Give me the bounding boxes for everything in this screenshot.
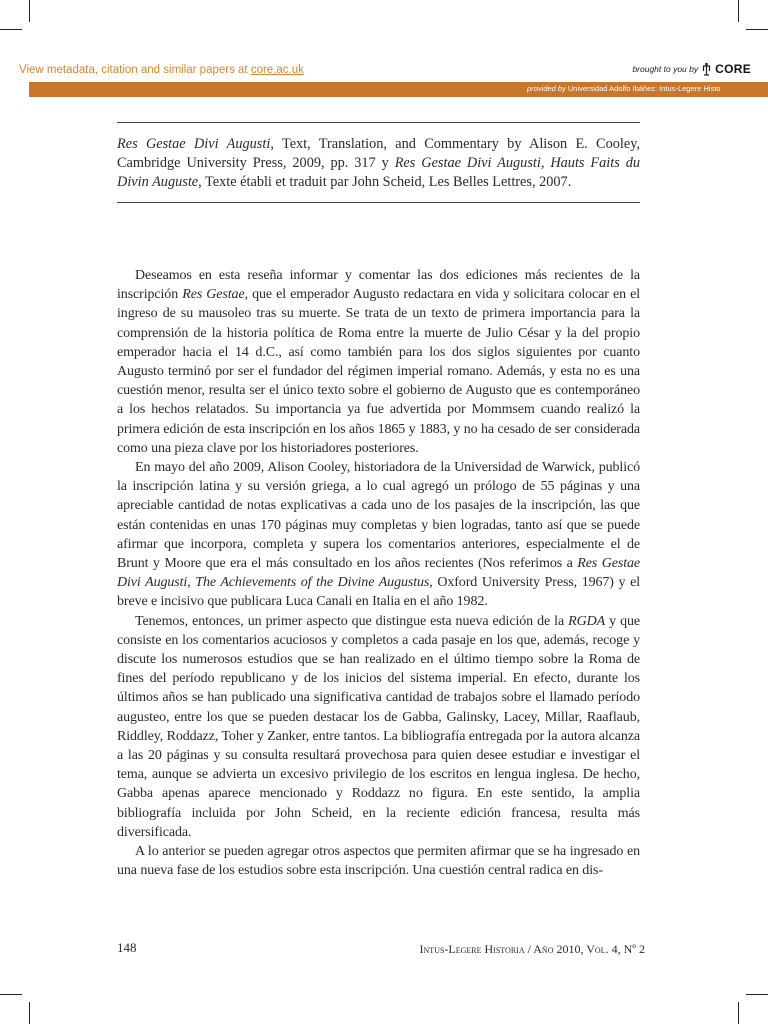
core-logo-icon: [701, 62, 712, 76]
paragraph-text: Deseamos en esta reseña informar y comentar las dos ediciones más recientes de la inscripción: [117, 268, 640, 303]
provided-by-label: provided by: [527, 84, 566, 93]
top-rule: [117, 122, 640, 123]
provider-text[interactable]: [527, 84, 720, 93]
crop-mark: [746, 994, 768, 995]
crop-mark: [738, 1002, 739, 1024]
core-link-prefix: View metadata, citation and similar papers at: [19, 64, 251, 76]
core-link[interactable]: core.ac.uk: [250, 64, 304, 76]
paragraph-text: , que el emperador Augusto redactara en vida y solicitara colocar en el ingreso de su mausoleo tras su muerte. Se trata de un texto de primera importancia para la comprensión de la historia política de Roma entre la muerte de Julio César y la del propio emperador hacia el 14 d.C., así como también para los dos siglos siguientes por cuanto Augusto terminó por ser el fundador del régimen imperial romano. Además, y esta no es una cuestión menor, resulta ser el único texto sobre el gobierno de Augusto que es contemporáneo a los hechos relatados. Su importancia ya fue advertida por Mommsem cuando realizó la primera edición de esta inscripción en los años 1865 y 1883, y no ha cesado de ser considerada como una pieza clave por los historiadores posteriores.: [117, 287, 641, 456]
page-number: 148: [117, 940, 137, 955]
citation-text-2: , Texte établi et traduit par John Scheid, Les Belles Lettres, 2007.: [198, 174, 572, 190]
paragraph-text: , Oxford University Press, 1967) y el breve e incisivo que publicara Luca Canali en Italia en el año 1982.: [117, 575, 640, 610]
paragraph-text: y que consiste en los comentarios acuciosos y completos a cada pasaje en los que, además, recoge y discute los numerosos estudios que se han realizado en el último tiempo sobre la Roma de fines del período republicano y de los inicios del sistema imperial. En efecto, durante los últimos años se han publicado una significativa cantidad de trabajos sobre el llamado período augusteo, entre los que se pueden destacar los de Gabba, Galinsky, Lacey, Millar, Raaflaub, Riddley, Roddazz, Toher y Zanker, entre tantos. La bibliografía entregada por la autora alcanza a las 20 páginas y su consulta resultará provechosa para quien desee estudiar e investigar el tema, aunque se advierta un excesivo privilegio de los escritos en lengua inglesa. De hecho, Gabba apenas aparece mencionado y Roddazz no figura. En este sentido, la amplia bibliografía incluida por John Scheid, en la reciente edición francesa, resulta más diversificada.: [117, 613, 641, 840]
crop-mark: [29, 1002, 30, 1024]
core-logo-text: CORE: [715, 62, 751, 76]
paragraph-italic: Res Gestae Divi Augusti, The Achievements of the Divine Augustus: [117, 556, 640, 591]
brought-by-text: brought to you by: [632, 64, 699, 74]
crop-mark: [29, 0, 30, 22]
citation-title-1: Res Gestae Divi Augusti: [117, 136, 271, 152]
paragraph-text: En mayo del año 2009, Alison Cooley, historiadora de la Universidad de Warwick, publicó la inscripción latina y su versión griega, a lo cual agregó un prólogo de 55 páginas y una apreciable cantidad de notas explicativas a cada uno de los pasajes de la inscripción, las que están contenidas en unas 170 páginas muy completas y bien logradas, tanto así que se puede afirmar que incorpora, completa y supera los comentarios anteriores, especialmente el de Brunt y Moore que era el más consultado en los años recientes (Nos referimos a: [117, 460, 640, 572]
provider-name: Universidad Adolfo Ibáñez: Intus-Legere Histo: [567, 84, 721, 93]
citation-text-1: , Text, Translation, and Commentary by Alison E. Cooley, Cambridge University Press, 2009, pp. 317 y: [117, 136, 641, 171]
paragraph-italic: RGDA: [568, 613, 606, 629]
core-brand[interactable]: [632, 62, 751, 76]
paragraph-3: [117, 612, 640, 842]
crop-mark: [0, 29, 22, 30]
bottom-rule: [117, 202, 640, 203]
core-metadata-link[interactable]: [19, 64, 304, 76]
paragraph-italic: Res Gestae: [182, 287, 245, 303]
citation-title-2: Res Gestae Divi Augusti, Hauts Faits du Divin Auguste: [117, 155, 641, 190]
journal-info: Intus-Legere Historia / Año 2010, Vol. 4, Nº 2: [419, 942, 645, 956]
paragraph-1: [117, 266, 640, 458]
citation: [117, 135, 640, 192]
review-body: [117, 266, 640, 881]
crop-mark: [0, 994, 22, 995]
paragraph-text: Tenemos, entonces, un primer aspecto que distingue esta nueva edición de la: [135, 613, 569, 629]
crop-mark: [738, 0, 739, 22]
paragraph-4: A lo anterior se pueden agregar otros aspectos que permiten afirmar que se ha ingresado en una nueva fase de los estudios sobre esta inscripción. Una cuestión central radica en dis-: [117, 844, 640, 879]
crop-mark: [746, 29, 768, 30]
paragraph-2: [117, 458, 640, 612]
